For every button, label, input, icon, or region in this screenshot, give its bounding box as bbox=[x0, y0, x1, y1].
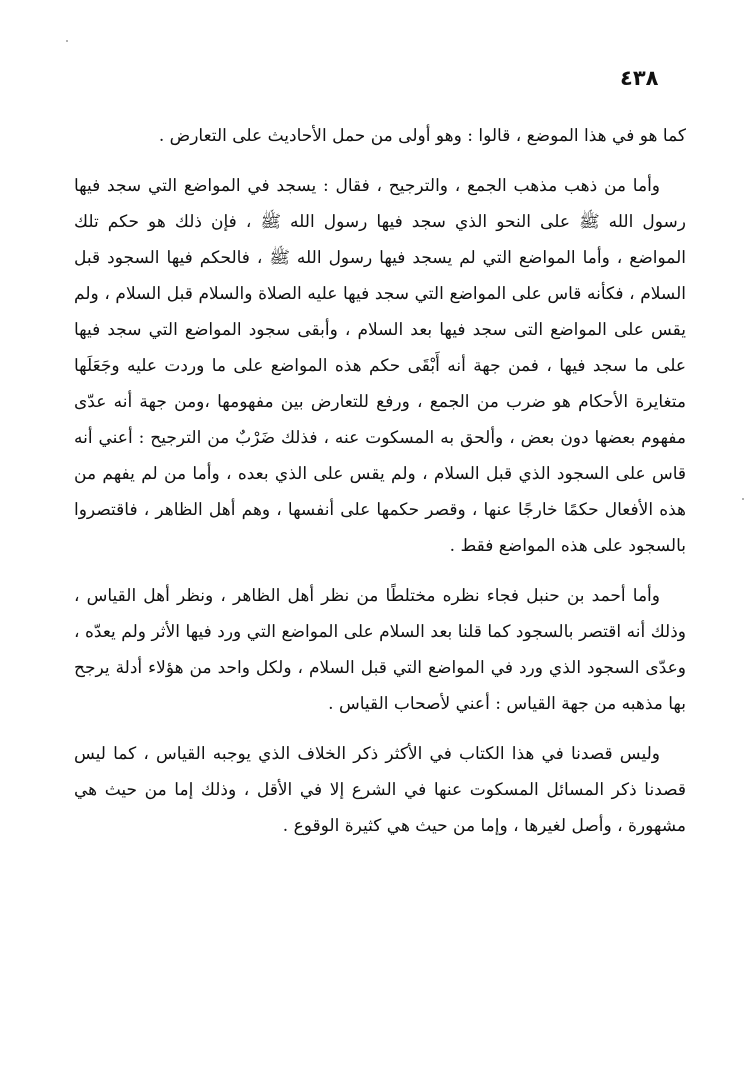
scan-speck bbox=[742, 498, 744, 500]
page-number: ٤٣٨ bbox=[620, 66, 659, 90]
paragraph-continuation: كما هو في هذا الموضع ، قالوا : وهو أولى من حمل الأحاديث على التعارض . bbox=[158, 126, 686, 146]
paragraph-ahmad-ibn-hanbal: وأما أحمد بن حنبل فجاء نظره مختلطًا من نظر أهل الظاهر ، ونظر أهل القياس ، وذلك أنه اقتصر بالسجود كما قلنا بعد السلام على المواضع التي ورد فيها الأثر ولم يعدّه ، وعدّى السجود الذي ورد في المواضع التي قبل السلام ، ولكل واحد من هؤلاء أدلة يرجح بها مذهبه من جهة القياس : أعني لأصحاب القياس . bbox=[74, 586, 686, 714]
paragraph-purpose-of-book: وليس قصدنا في هذا الكتاب في الأكثر ذكر الخلاف الذي يوجبه القياس ، كما ليس قصدنا ذكر المسائل المسكوت عنها في الشرع إلا في الأقل ، وذلك إما من حيث هي مشهورة ، وأصل لغيرها ، وإما من حيث هي كثيرة الوقوع . bbox=[74, 744, 686, 836]
paragraph-jam-wa-tarjih: وأما من ذهب مذهب الجمع ، والترجيح ، فقال : يسجد في المواضع التي سجد فيها رسول الله ﷺ على النحو الذي سجد فيها رسول الله ﷺ ، فإن ذلك هو حكم تلك المواضع ، وأما المواضع التي لم يسجد فيها رسول الله ﷺ ، فالحكم فيها السجود قبل السلام ، فكأنه قاس على المواضع التي سجد فيها عليه الصلاة والسلام قبل السلام ، ولم يقس على المواضع التى سجد فيها بعد السلام ، وأبقى سجود المواضع التي سجد فيها على ما سجد فيها ، فمن جهة أنه أَبْقَى حكم هذه المواضع على ما وردت عليه وجَعَلَها متغايرة الأحكام هو ضرب من الجمع ، ورفع للتعارض بين مفهومها ،ومن جهة أنه عدّى مفهوم بعضها دون بعض ، وألحق به المسكوت عنه ، فذلك ضَرْبٌ من الترجيح : أعني أنه قاس على السجود الذي قبل السلام ، ولم يقس على الذي بعده ، وأما من لم يفهم من هذه الأفعال حكمًا خارجًا عنها ، وقصر حكمها على أنفسها ، وهم أهل الظاهر ، فاقتصروا بالسجود على هذه المواضع فقط . bbox=[74, 176, 686, 556]
scan-speck bbox=[66, 40, 68, 42]
page-body bbox=[74, 118, 686, 844]
